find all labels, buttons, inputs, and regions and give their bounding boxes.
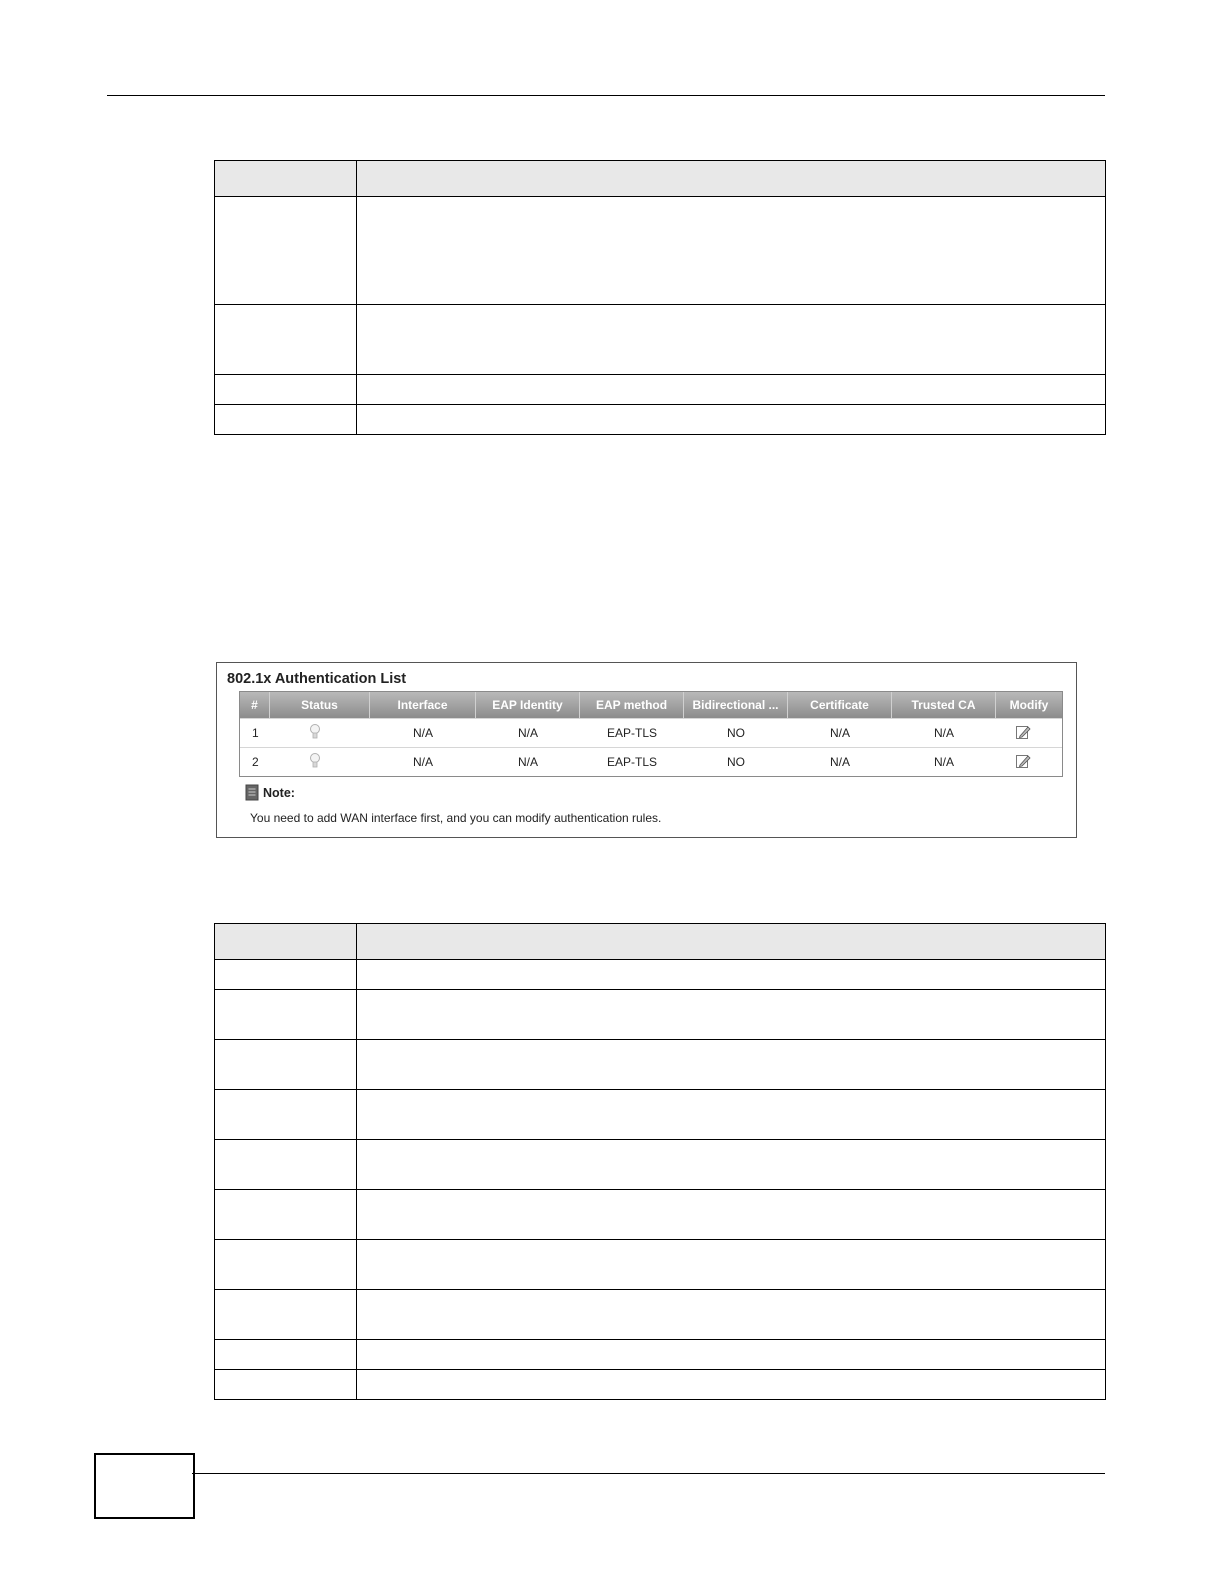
col-number[interactable]: # (240, 692, 270, 718)
certificate-cell: N/A (829, 755, 850, 769)
note-label-text: Note: (263, 785, 295, 800)
interface-cell: N/A (412, 726, 433, 740)
table-header-row (215, 161, 1106, 197)
table-row (215, 197, 1106, 305)
note-text: You need to add WAN interface first, and you can modify authentication rules. (250, 811, 662, 825)
header-rule (107, 95, 1105, 96)
bidirectional-cell: NO (727, 726, 745, 740)
bidirectional-cell: NO (727, 755, 745, 769)
table-row (215, 1290, 1106, 1340)
table-row (215, 1240, 1106, 1290)
table-row (215, 990, 1106, 1040)
table-row (215, 375, 1106, 405)
note-icon (245, 784, 259, 801)
table-header-row (215, 924, 1106, 960)
table-row (215, 305, 1106, 375)
eap-identity-cell: N/A (517, 755, 538, 769)
col-status[interactable]: Status (270, 692, 370, 718)
col-eap-method[interactable]: EAP method (580, 692, 684, 718)
authentication-list-screenshot (216, 662, 1077, 838)
table-row[interactable] (240, 718, 1062, 747)
grid-header (240, 692, 1062, 718)
table-row (215, 1140, 1106, 1190)
table-row (215, 960, 1106, 990)
description-table-bottom (214, 923, 1106, 1400)
trusted-ca-cell: N/A (933, 755, 954, 769)
col-modify[interactable]: Modify (1009, 698, 1049, 712)
col-bidirectional[interactable]: Bidirectional ... (684, 692, 788, 718)
authentication-grid (239, 691, 1063, 777)
table-row (215, 1090, 1106, 1140)
table-row (215, 1190, 1106, 1240)
bulb-icon (309, 723, 321, 741)
footer-rule (192, 1473, 1105, 1474)
row-number: 1 (252, 726, 259, 740)
modify-cell (996, 748, 1062, 776)
table-row (215, 1040, 1106, 1090)
eap-identity-cell: N/A (517, 726, 538, 740)
table-row[interactable] (240, 747, 1062, 776)
note-label (245, 784, 295, 801)
bulb-icon (309, 752, 321, 770)
modify-cell (996, 719, 1062, 747)
col-eap-identity[interactable]: EAP Identity (476, 692, 580, 718)
status-cell (270, 748, 370, 776)
edit-icon[interactable] (1015, 724, 1031, 740)
row-number: 2 (252, 755, 259, 769)
col-certificate[interactable]: Certificate (788, 692, 892, 718)
col-trusted-ca[interactable]: Trusted CA (892, 692, 996, 718)
certificate-cell: N/A (829, 726, 850, 740)
table-row (215, 405, 1106, 435)
eap-method-cell: EAP-TLS (606, 755, 657, 769)
interface-cell: N/A (412, 755, 433, 769)
status-cell (270, 719, 370, 747)
trusted-ca-cell: N/A (933, 726, 954, 740)
col-interface[interactable]: Interface (370, 692, 476, 718)
table-row (215, 1340, 1106, 1370)
screenshot-title: 802.1x Authentication List (227, 671, 407, 687)
description-table-top (214, 160, 1106, 435)
edit-icon[interactable] (1015, 753, 1031, 769)
table-row (215, 1370, 1106, 1400)
eap-method-cell: EAP-TLS (606, 726, 657, 740)
page-number-box (94, 1453, 195, 1519)
